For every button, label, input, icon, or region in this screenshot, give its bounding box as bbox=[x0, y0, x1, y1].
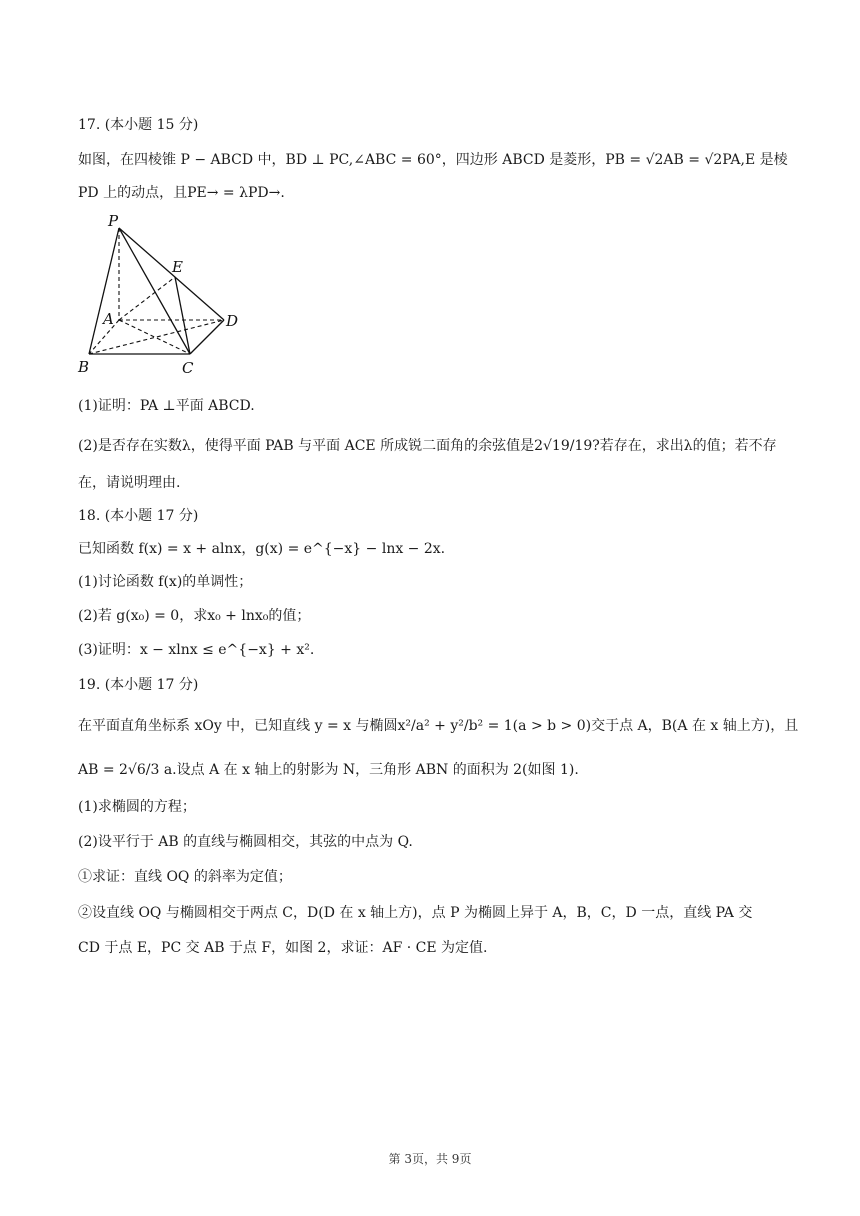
edge-pb bbox=[89, 228, 119, 354]
edge-pc bbox=[119, 228, 190, 354]
text-line: ①求证：直线 OQ 的斜率为定值； bbox=[78, 869, 292, 885]
label-b: B bbox=[78, 358, 90, 376]
text-line: (1)讨论函数 f(x)的单调性； bbox=[78, 574, 253, 590]
text-line: 在，请说明理由. bbox=[78, 475, 181, 491]
text-line: 如图，在四棱锥 P − ABCD 中，BD ⊥ PC,∠ABC = 60°，四边形 ABCD 是菱形，PB = √2AB = √2PA,E 是棱 bbox=[78, 152, 788, 168]
text-line: (1)求椭圆的方程； bbox=[78, 799, 196, 815]
text-line: 在平面直角坐标系 xOy 中，已知直线 y = x 与椭圆x²/a² + y²/b² = 1(a > b > 0)交于点 A，B(A 在 x 轴上方)，且 bbox=[78, 718, 799, 734]
text-line: 19. (本小题 17 分) bbox=[78, 677, 199, 693]
page-footer: 第 3页，共 9页 bbox=[388, 1152, 472, 1166]
text-line: (1)证明：PA ⊥平面 ABCD. bbox=[78, 398, 255, 414]
text-line: ②设直线 OQ 与椭圆相交于两点 C，D(D 在 x 轴上方)，点 P 为椭圆上异于 A，B，C，D 一点，直线 PA 交 bbox=[78, 905, 753, 921]
edge-cd bbox=[190, 320, 224, 354]
label-d: D bbox=[226, 312, 239, 330]
text-line: (2)若 g(x₀) = 0，求x₀ + lnx₀的值； bbox=[78, 608, 311, 624]
pyramid-diagram bbox=[74, 212, 244, 380]
text-line: CD 于点 E，PC 交 AB 于点 F，如图 2，求证：AF · CE 为定值. bbox=[78, 940, 488, 956]
text-line: 18. (本小题 17 分) bbox=[78, 508, 199, 524]
label-p: P bbox=[108, 212, 119, 230]
text-line: (2)设平行于 AB 的直线与椭圆相交，其弦的中点为 Q. bbox=[78, 834, 413, 850]
edge-ac bbox=[119, 320, 190, 354]
label-a: A bbox=[103, 310, 114, 328]
text-line: 17. (本小题 15 分) bbox=[78, 117, 199, 133]
text-line: (2)是否存在实数λ，使得平面 PAB 与平面 ACE 所成锐二面角的余弦值是2√19/19?若存在，求出λ的值；若不存 bbox=[78, 438, 777, 454]
label-e: E bbox=[172, 258, 183, 276]
text-line: AB = 2√6/3 a.设点 A 在 x 轴上的射影为 N，三角形 ABN 的面积为 2(如图 1). bbox=[78, 762, 579, 778]
text-line: 已知函数 f(x) = x + alnx，g(x) = e^{−x} − lnx − 2x. bbox=[78, 541, 446, 557]
label-c: C bbox=[182, 359, 194, 377]
pyramid-figure bbox=[74, 212, 244, 380]
text-line: (3)证明：x − xlnx ≤ e^{−x} + x². bbox=[78, 642, 315, 658]
text-line: PD 上的动点，且PE→ = λPD→. bbox=[78, 185, 285, 201]
